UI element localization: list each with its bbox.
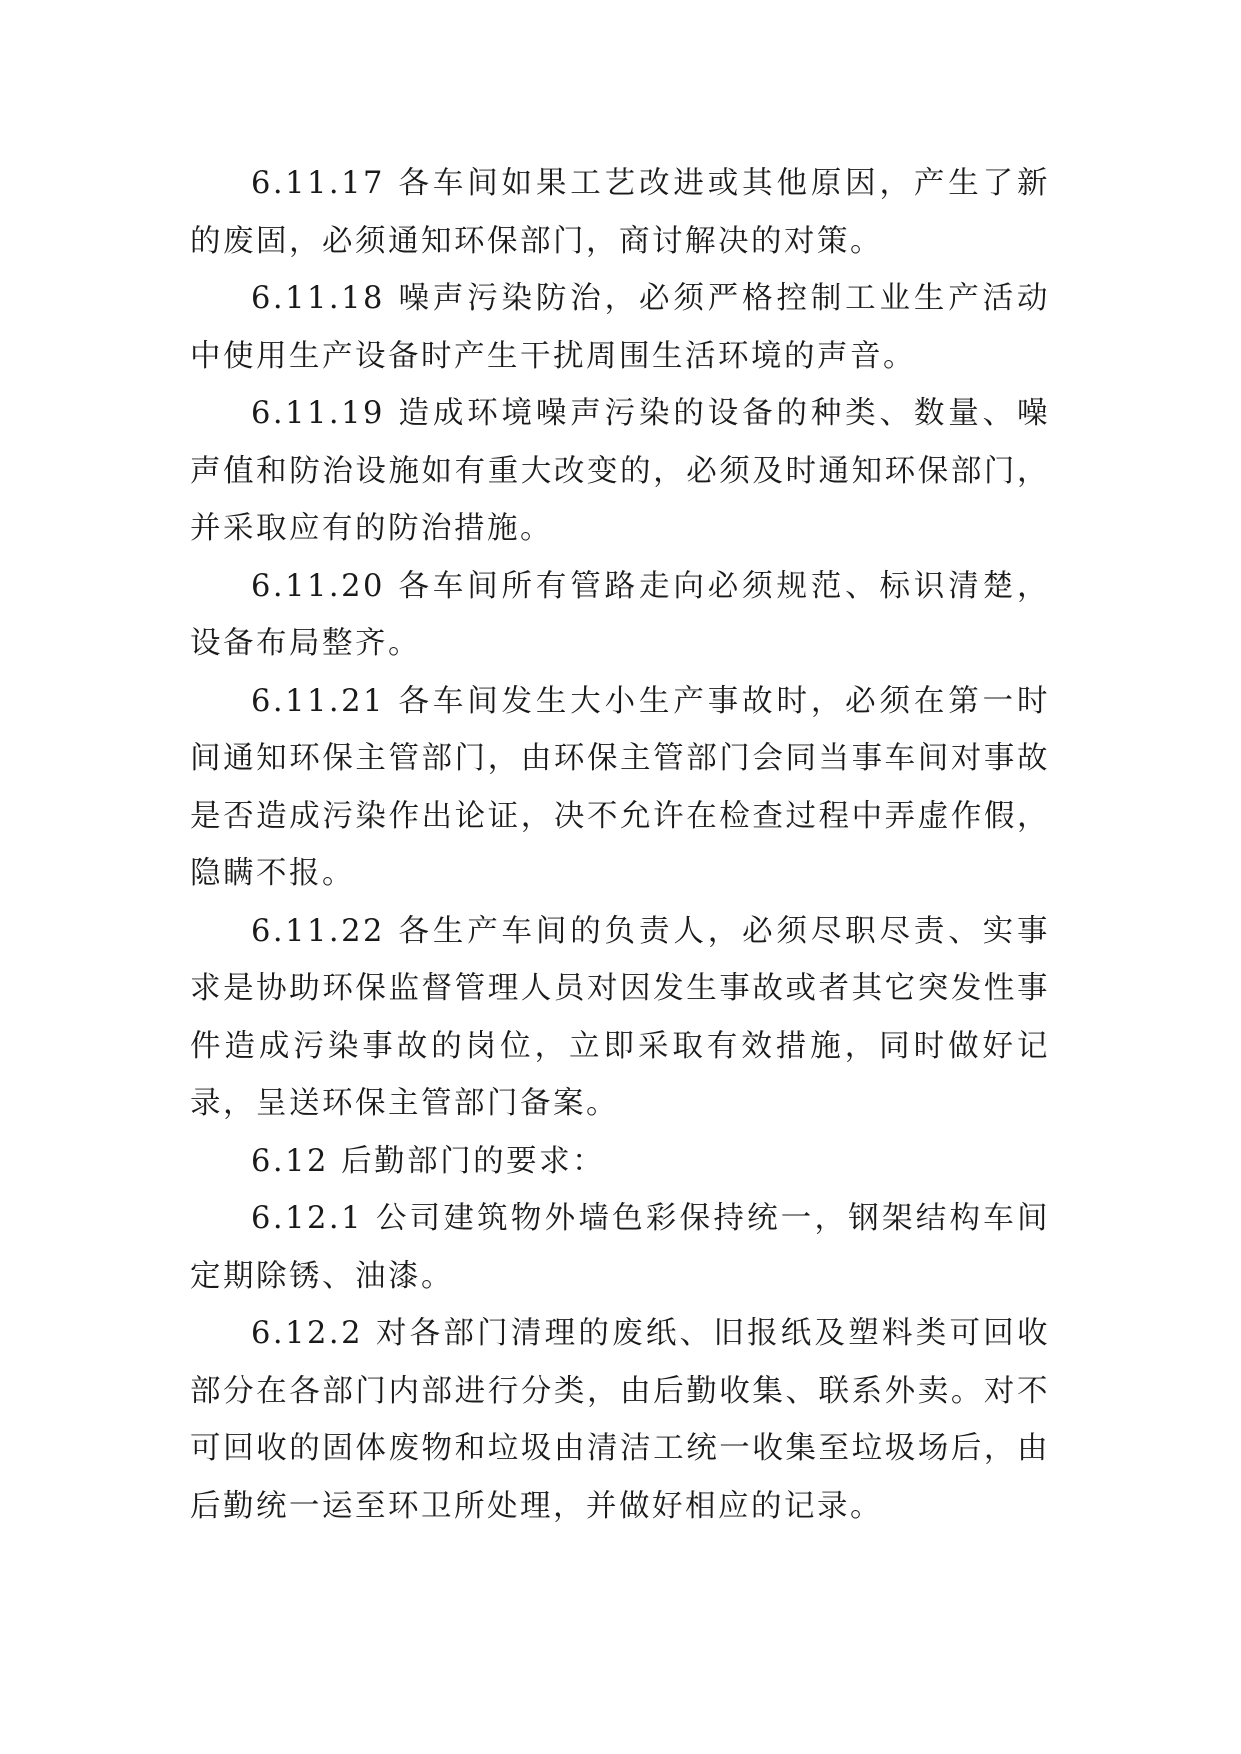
paragraph-6-11-17: 6.11.17 各车间如果工艺改进或其他原因，产生了新的废固，必须通知环保部门，商讨解决的对策。 [190, 166, 1050, 259]
document-body [190, 155, 1050, 1535]
paragraph-6-12-1: 6.12.1 公司建筑物外墙色彩保持统一，钢架结构车间定期除锈、油漆。 [190, 1201, 1050, 1294]
paragraph-6-11-18: 6.11.18 噪声污染防治，必须严格控制工业生产活动中使用生产设备时产生干扰周围生活环境的声音。 [190, 281, 1050, 374]
paragraph-6-11-20: 6.11.20 各车间所有管路走向必须规范、标识清楚，设备布局整齐。 [190, 568, 1050, 661]
paragraph-6-12-2: 6.12.2 对各部门清理的废纸、旧报纸及塑料类可回收部分在各部门内部进行分类，由后勤收集、联系外卖。对不可回收的固体废物和垃圾由清洁工统一收集至垃圾场后，由后勤统一运至环卫所处理，并做好相应的记录。 [190, 1316, 1050, 1524]
paragraph-6-11-22: 6.11.22 各生产车间的负责人，必须尽职尽责、实事求是协助环保监督管理人员对因发生事故或者其它突发性事件造成污染事故的岗位，立即采取有效措施，同时做好记录，呈送环保主管部门备案。 [190, 913, 1050, 1121]
paragraph-6-11-19: 6.11.19 造成环境噪声污染的设备的种类、数量、噪声值和防治设施如有重大改变的，必须及时通知环保部门，并采取应有的防治措施。 [190, 396, 1050, 546]
section-heading-6-12: 6.12 后勤部门的要求： [251, 1143, 606, 1179]
paragraph-6-11-21: 6.11.21 各车间发生大小生产事故时，必须在第一时间通知环保主管部门，由环保主管部门会同当事车间对事故是否造成污染作出论证，决不允许在检查过程中弄虚作假，隐瞒不报。 [190, 683, 1050, 891]
